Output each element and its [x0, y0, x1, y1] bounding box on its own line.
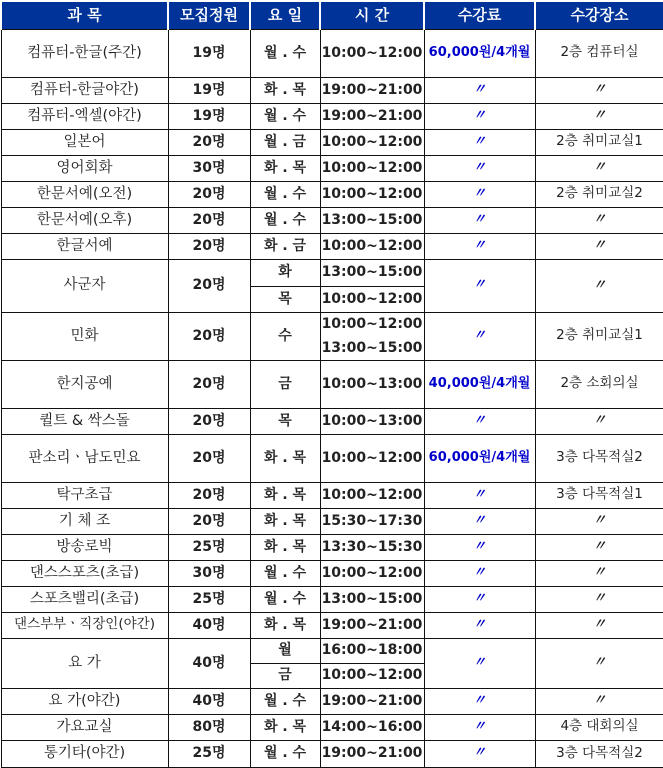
table-row	[1, 233, 663, 259]
capacity-cell: 19명	[168, 103, 250, 129]
table-row	[1, 560, 663, 586]
table-row	[1, 103, 663, 129]
room-cell: 〃	[535, 688, 663, 714]
capacity-cell: 25명	[168, 740, 250, 767]
subject-cell: 댄스부부ㆍ직장인(야간)	[1, 612, 168, 638]
header-days: 요 일	[250, 1, 320, 29]
fee-cell: 〃	[424, 714, 535, 740]
room-cell: 〃	[535, 508, 663, 534]
time-cell: 10:00~12:00	[320, 434, 424, 482]
days-cell: 월 . 수	[250, 103, 320, 129]
time-cell: 19:00~21:00	[320, 103, 424, 129]
time-cell: 19:00~21:00	[320, 740, 424, 767]
capacity-cell: 20명	[168, 508, 250, 534]
time-cell: 10:00~13:00	[320, 408, 424, 434]
subject-cell: 판소리ㆍ남도민요	[1, 434, 168, 482]
room-cell: 〃	[535, 560, 663, 586]
time-cell: 10:00~12:00	[320, 312, 424, 336]
subject-cell: 컴퓨터-한글(주간)	[1, 29, 168, 77]
time-cell: 10:00~12:00	[320, 286, 424, 312]
subject-cell: 탁구초급	[1, 482, 168, 508]
time-cell: 13:00~15:00	[320, 207, 424, 233]
fee-cell: 〃	[424, 259, 535, 312]
table-row	[1, 77, 663, 103]
fee-cell: 〃	[424, 688, 535, 714]
time-cell: 10:00~12:00	[320, 560, 424, 586]
time-cell: 10:00~12:00	[320, 29, 424, 77]
table-row	[1, 155, 663, 181]
fee-cell: 〃	[424, 534, 535, 560]
capacity-cell: 20명	[168, 259, 250, 312]
subject-cell: 요 가(야간)	[1, 688, 168, 714]
fee-cell: 〃	[424, 560, 535, 586]
fee-cell: 〃	[424, 155, 535, 181]
room-cell: 〃	[535, 638, 663, 688]
room-cell: 〃	[535, 207, 663, 233]
table-row	[1, 129, 663, 155]
time-cell: 10:00~12:00	[320, 181, 424, 207]
room-cell: 2층 취미교실2	[535, 181, 663, 207]
days-cell: 화 . 목	[250, 482, 320, 508]
subject-cell: 통기타(야간)	[1, 740, 168, 767]
days-cell: 월 . 수	[250, 688, 320, 714]
fee-cell: 〃	[424, 408, 535, 434]
time-cell: 13:30~15:30	[320, 534, 424, 560]
days-cell: 화 . 목	[250, 155, 320, 181]
room-cell: 〃	[535, 77, 663, 103]
header-capacity: 모집정원	[168, 1, 250, 29]
table-row	[1, 434, 663, 482]
days-cell: 수	[250, 312, 320, 360]
days-cell: 월 . 금	[250, 129, 320, 155]
time-cell: 13:00~15:00	[320, 336, 424, 360]
capacity-cell: 20명	[168, 434, 250, 482]
days-cell: 월 . 수	[250, 740, 320, 767]
fee-cell: 60,000원/4개월	[424, 434, 535, 482]
header-subject: 과 목	[1, 1, 168, 29]
table-row	[1, 638, 663, 663]
table-row	[1, 360, 663, 408]
time-cell: 14:00~16:00	[320, 714, 424, 740]
fee-cell: 〃	[424, 740, 535, 767]
capacity-cell: 20명	[168, 181, 250, 207]
time-cell: 10:00~13:00	[320, 360, 424, 408]
capacity-cell: 40명	[168, 612, 250, 638]
room-cell: 4층 대회의실	[535, 714, 663, 740]
days-cell: 목	[250, 408, 320, 434]
room-cell: 〃	[535, 408, 663, 434]
fee-cell: 60,000원/4개월	[424, 29, 535, 77]
days-cell: 금	[250, 360, 320, 408]
subject-cell: 퀼트 & 싹스돌	[1, 408, 168, 434]
days-cell: 화 . 목	[250, 612, 320, 638]
fee-cell: 〃	[424, 312, 535, 360]
room-cell: 〃	[535, 233, 663, 259]
capacity-cell: 20명	[168, 482, 250, 508]
subject-cell: 컴퓨터-한글야간)	[1, 77, 168, 103]
subject-cell: 기 체 조	[1, 508, 168, 534]
header-row	[1, 1, 663, 29]
table-row	[1, 482, 663, 508]
fee-cell: 40,000원/4개월	[424, 360, 535, 408]
capacity-cell: 25명	[168, 586, 250, 612]
days-cell: 금	[250, 663, 320, 688]
capacity-cell: 20명	[168, 408, 250, 434]
days-cell: 월 . 수	[250, 207, 320, 233]
subject-cell: 댄스스포츠(초급)	[1, 560, 168, 586]
fee-cell: 〃	[424, 612, 535, 638]
time-cell: 10:00~12:00	[320, 129, 424, 155]
days-cell: 월 . 수	[250, 586, 320, 612]
table-row	[1, 688, 663, 714]
room-cell: 〃	[535, 155, 663, 181]
fee-cell: 〃	[424, 638, 535, 688]
fee-cell: 〃	[424, 129, 535, 155]
capacity-cell: 30명	[168, 155, 250, 181]
subject-cell: 일본어	[1, 129, 168, 155]
days-cell: 월	[250, 638, 320, 663]
table-row	[1, 207, 663, 233]
subject-cell: 한글서예	[1, 233, 168, 259]
time-cell: 13:00~15:00	[320, 259, 424, 286]
room-cell: 2층 소회의실	[535, 360, 663, 408]
time-cell: 10:00~12:00	[320, 663, 424, 688]
fee-cell: 〃	[424, 103, 535, 129]
days-cell: 월 . 수	[250, 181, 320, 207]
subject-cell: 한지공예	[1, 360, 168, 408]
time-cell: 19:00~21:00	[320, 688, 424, 714]
fee-cell: 〃	[424, 181, 535, 207]
table-row	[1, 612, 663, 638]
room-cell: 2층 취미교실1	[535, 129, 663, 155]
room-cell: 〃	[535, 586, 663, 612]
capacity-cell: 80명	[168, 714, 250, 740]
header-fee: 수강료	[424, 1, 535, 29]
days-cell: 월 . 수	[250, 560, 320, 586]
days-cell: 화 . 목	[250, 508, 320, 534]
time-cell: 10:00~12:00	[320, 155, 424, 181]
subject-cell: 영어회화	[1, 155, 168, 181]
room-cell: 〃	[535, 534, 663, 560]
fee-cell: 〃	[424, 482, 535, 508]
table-row	[1, 29, 663, 77]
capacity-cell: 20명	[168, 360, 250, 408]
room-cell: 2층 취미교실1	[535, 312, 663, 360]
fee-cell: 〃	[424, 586, 535, 612]
subject-cell: 한문서예(오후)	[1, 207, 168, 233]
subject-cell: 한문서예(오전)	[1, 181, 168, 207]
days-cell: 화	[250, 259, 320, 286]
time-cell: 10:00~12:00	[320, 482, 424, 508]
table-row	[1, 312, 663, 336]
subject-cell: 컴퓨터-엑셀(야간)	[1, 103, 168, 129]
days-cell: 화 . 목	[250, 77, 320, 103]
subject-cell: 민화	[1, 312, 168, 360]
table-row	[1, 534, 663, 560]
capacity-cell: 25명	[168, 534, 250, 560]
subject-cell: 가요교실	[1, 714, 168, 740]
time-cell: 10:00~12:00	[320, 233, 424, 259]
capacity-cell: 30명	[168, 560, 250, 586]
room-cell: 〃	[535, 103, 663, 129]
room-cell: 〃	[535, 259, 663, 312]
table-row	[1, 508, 663, 534]
table-row	[1, 714, 663, 740]
room-cell: 3층 다목적실1	[535, 482, 663, 508]
header-room: 수강장소	[535, 1, 663, 29]
time-cell: 15:30~17:30	[320, 508, 424, 534]
time-cell: 16:00~18:00	[320, 638, 424, 663]
subject-cell: 방송로빅	[1, 534, 168, 560]
capacity-cell: 20명	[168, 312, 250, 360]
time-cell: 19:00~21:00	[320, 77, 424, 103]
capacity-cell: 19명	[168, 77, 250, 103]
time-cell: 19:00~21:00	[320, 612, 424, 638]
time-cell: 13:00~15:00	[320, 586, 424, 612]
days-cell: 목	[250, 286, 320, 312]
subject-cell: 사군자	[1, 259, 168, 312]
fee-cell: 〃	[424, 233, 535, 259]
room-cell: 3층 다목적실2	[535, 740, 663, 767]
capacity-cell: 20명	[168, 129, 250, 155]
capacity-cell: 20명	[168, 233, 250, 259]
header-time: 시 간	[320, 1, 424, 29]
room-cell: 2층 컴퓨터실	[535, 29, 663, 77]
subject-cell: 요 가	[1, 638, 168, 688]
table-row	[1, 408, 663, 434]
days-cell: 화 . 목	[250, 534, 320, 560]
days-cell: 화 . 금	[250, 233, 320, 259]
days-cell: 화 . 목	[250, 434, 320, 482]
fee-cell: 〃	[424, 207, 535, 233]
capacity-cell: 19명	[168, 29, 250, 77]
capacity-cell: 40명	[168, 638, 250, 688]
room-cell: 〃	[535, 612, 663, 638]
days-cell: 화 . 목	[250, 714, 320, 740]
fee-cell: 〃	[424, 508, 535, 534]
table-row	[1, 181, 663, 207]
days-cell: 월 . 수	[250, 29, 320, 77]
capacity-cell: 40명	[168, 688, 250, 714]
table-row	[1, 259, 663, 286]
capacity-cell: 20명	[168, 207, 250, 233]
table-row	[1, 740, 663, 767]
fee-cell: 〃	[424, 77, 535, 103]
room-cell: 3층 다목적실2	[535, 434, 663, 482]
subject-cell: 스포츠밸리(초급)	[1, 586, 168, 612]
table-row	[1, 586, 663, 612]
